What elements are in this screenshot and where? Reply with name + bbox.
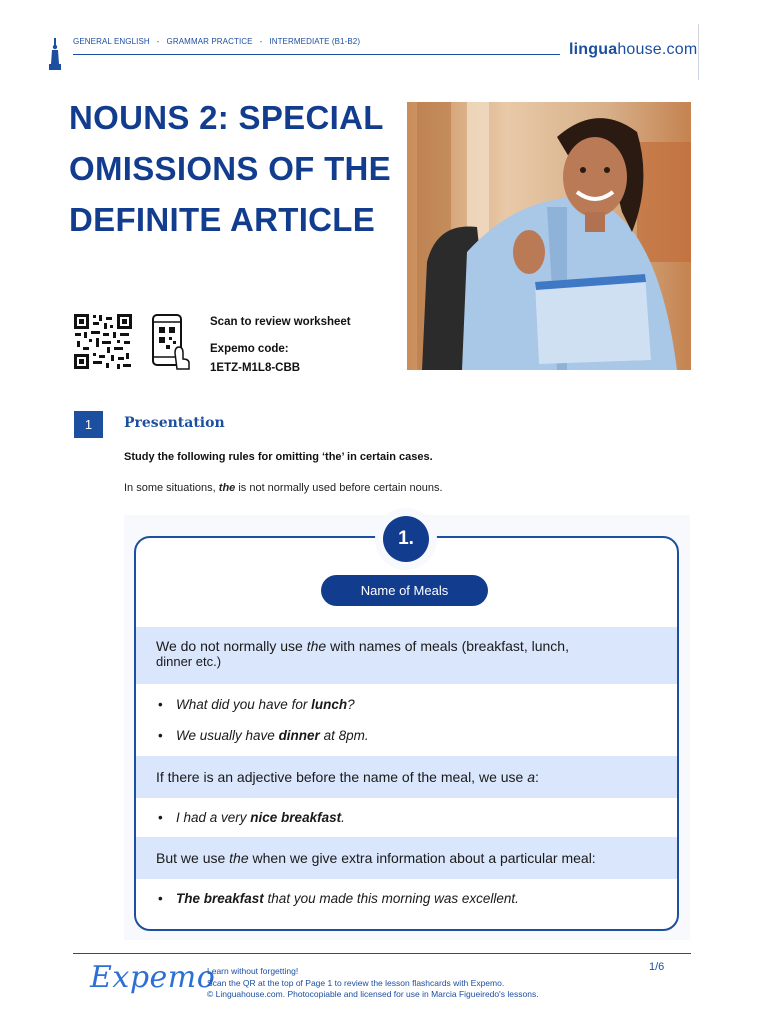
rule-emphasis: the (306, 638, 327, 654)
scan-instructions (210, 313, 351, 378)
example-item (158, 697, 355, 712)
page-number: 1/6 (649, 961, 665, 973)
example-keyword: nice breakfast (250, 810, 342, 825)
bullet-icon: • (158, 810, 163, 825)
example-text: at 8pm. (319, 728, 369, 743)
rule-text: We do not normally use (156, 638, 307, 654)
example-text: I had a very (176, 810, 251, 825)
example-item (158, 810, 345, 825)
intro-emphasis: the (218, 482, 236, 494)
example-keyword: The breakfast (176, 891, 264, 906)
qr-code-icon[interactable] (73, 313, 133, 370)
crumb-separator: - (259, 37, 263, 46)
example-keyword: dinner (278, 728, 320, 743)
rule-text: with names of meals (breakfast, lunch, (326, 638, 569, 654)
expemo-code: 1ETZ-M1L8-CBB (210, 362, 301, 374)
rule-text: dinner etc.) (156, 654, 222, 669)
section-number-badge: 1 (74, 411, 103, 438)
bullet-icon: • (158, 891, 163, 906)
student-photo-illustration (407, 102, 691, 370)
footer-text (207, 966, 539, 1001)
footer-divider (73, 953, 691, 954)
card-number-badge: 1. (383, 516, 429, 562)
rule-text: : (535, 769, 539, 785)
expemo-code-label: Expemo code: (210, 343, 289, 355)
rule-emphasis: the (229, 850, 249, 866)
statue-of-liberty-icon (48, 38, 62, 70)
brand-bold: lingua (569, 41, 618, 58)
footer-tagline: Learn without forgetting! (207, 966, 299, 976)
scan-label: Scan to review worksheet (210, 316, 351, 328)
header-divider (73, 54, 560, 55)
crumb-separator: - (156, 37, 160, 46)
card-topic-pill: Name of Meals (321, 575, 488, 606)
phone-scan-icon (151, 313, 191, 371)
section-instruction: Study the following rules for omitting ‘the’ in certain cases. (124, 451, 433, 463)
rule-band (136, 627, 677, 684)
breadcrumb (73, 37, 360, 46)
example-text: . (341, 810, 345, 825)
crumb-grammar-practice: GRAMMAR PRACTICE (166, 37, 253, 46)
footer-copyright: © Linguahouse.com. Photocopiable and licensed for use in Marcia Figueiredo's lessons. (207, 989, 539, 999)
section-intro (124, 482, 443, 494)
example-item (158, 891, 519, 906)
bullet-icon: • (158, 728, 163, 743)
rule-text: But we use (156, 850, 230, 866)
expemo-logo[interactable]: Expemo (90, 960, 216, 995)
intro-text: In some situations, (124, 482, 219, 494)
page-header (48, 34, 702, 78)
bullet-icon: • (158, 697, 163, 712)
rule-emphasis: a (527, 769, 536, 785)
header-vertical-rule (698, 24, 699, 80)
example-text: ? (347, 697, 355, 712)
example-text: that you made this morning was excellent. (263, 891, 519, 906)
example-keyword: lunch (311, 697, 348, 712)
brand-rest: house.com (617, 41, 698, 58)
footer-instruction: Scan the QR at the top of Page 1 to review the lesson flashcards with Expemo. (207, 977, 505, 988)
student-photo (407, 102, 691, 370)
page-title: NOUNS 2: SPECIAL OMISSIONS OF THE DEFINITE ARTICLE (69, 99, 391, 238)
brand-logo[interactable] (569, 41, 697, 59)
example-text: What did you have for (176, 697, 312, 712)
example-text: We usually have (176, 728, 279, 743)
intro-text: is not normally used before certain nouns. (235, 482, 443, 494)
example-item (158, 728, 369, 743)
rule-band (136, 837, 677, 879)
section-title: Presentation (124, 415, 225, 431)
rule-band (136, 756, 677, 798)
crumb-general-english: GENERAL ENGLISH (73, 37, 150, 46)
rule-text: when we give extra information about a particular meal: (248, 850, 596, 866)
crumb-level: INTERMEDIATE (B1-B2) (269, 37, 361, 46)
rule-text: If there is an adjective before the name of the meal, we use (156, 769, 528, 785)
